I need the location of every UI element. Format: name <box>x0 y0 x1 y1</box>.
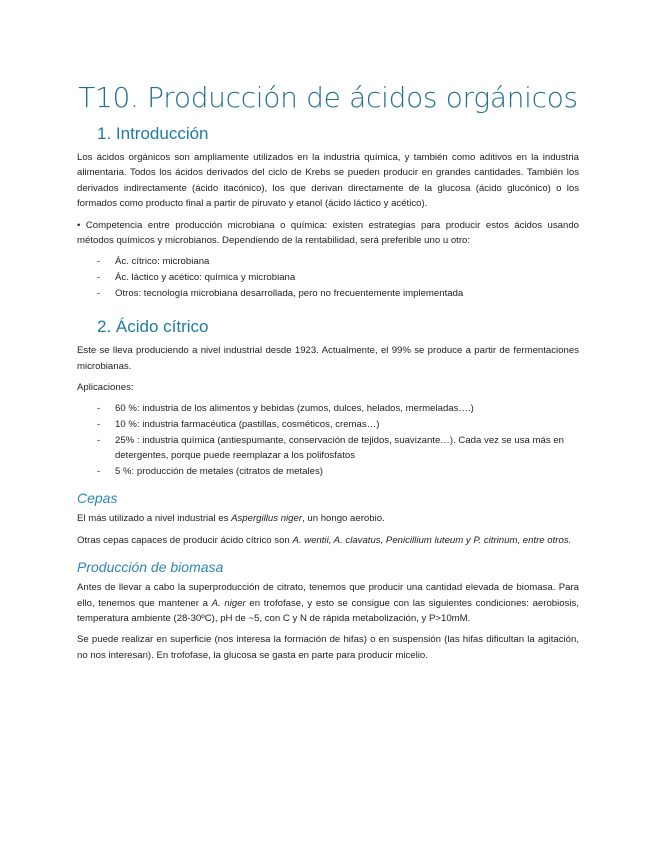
list-item: - Otros: tecnología microbiana desarrollada, pero no frecuentemente implementada <box>77 286 579 302</box>
aplicaciones-label: Aplicaciones: <box>77 382 134 394</box>
competencia-paragraph: • Competencia entre producción microbiana o química: existen estrategias para producir estos ácidos usando métodos químicos y microbianos. Dependiendo de la rentabilidad, será preferible uno u otro: <box>77 219 579 247</box>
list-item: - 5 %: producción de metales (citratos de metales) <box>77 464 579 480</box>
document-page <box>77 78 579 669</box>
section-heading-introduccion: 1. Introducción <box>97 124 209 143</box>
intro-paragraph: Los ácidos orgánicos son ampliamente utilizados en la industria química, y también como aditivos en la industria alimentaria. Todos los ácidos derivados del ciclo de Krebs se pueden producir en grandes cantidades. También los derivados indirectamente (ácido itacónico), los que derivan directamente de la glucosa (ácido glucónico) o los formados como producto final a partir de piruvato y etanol (ácido láctico y acético). <box>77 152 579 210</box>
list-item: - 10 %: industria farmacéutica (pastillas, cosméticos, cremas…) <box>77 417 579 433</box>
biomasa-paragraph-1: Antes de llevar a cabo la superproducción de citrato, tenemos que producir una cantidad elevada de biomasa. Para ello, tenemos que mantener a A. niger en trofofase, y esto se consigue con las siguientes condiciones: aerobiosis, temperatura ambiente (28-30ºC), pH de ~5, con C y N de rápida metabolización, y P>10mM. <box>77 582 579 625</box>
subsection-heading-cepas: Cepas <box>77 490 118 507</box>
cepas-paragraph-1: El más utilizado a nivel industrial es Aspergillus niger, un hongo aerobio. <box>77 513 385 525</box>
aplicaciones-list <box>77 401 579 479</box>
section-heading-acido-citrico: 2. Ácido cítrico <box>97 317 209 337</box>
page-title: T10. Producción de ácidos orgánicos <box>78 81 578 114</box>
list-item: - 60 %: industria de los alimentos y bebidas (zumos, dulces, helados, mermeladas….) <box>77 401 579 417</box>
biomasa-paragraph-2: Se puede realizar en superficie (nos interesa la formación de hifas) o en suspensión (las hifas dificultan la agitación, no nos interesan). En trofofase, la glucosa se gasta en parte para producir micelio. <box>77 634 579 661</box>
subsection-heading-biomasa: Producción de biomasa <box>77 559 224 576</box>
list-item: - 25% : industria química (antiespumante, conservación de tejidos, suavizante…). Cada vez se usa más en detergentes, porque puede reemplazar a los polifosfatos <box>77 433 579 464</box>
cepas-paragraph-2: Otras cepas capaces de producir ácido cítrico son A. wentii, A. clavatus, Penicillium luteum y P. citrinum, entre otros. <box>77 534 572 546</box>
production-method-list <box>77 254 579 301</box>
list-item: - Ác. cítrico: microbiana <box>77 254 579 270</box>
list-item: - Ác. láctico y acético: química y microbiana <box>77 270 579 286</box>
citrico-paragraph: Este se lleva produciendo a nivel industrial desde 1923. Actualmente, el 99% se produce a partir de fermentaciones microbianas. <box>77 345 579 372</box>
